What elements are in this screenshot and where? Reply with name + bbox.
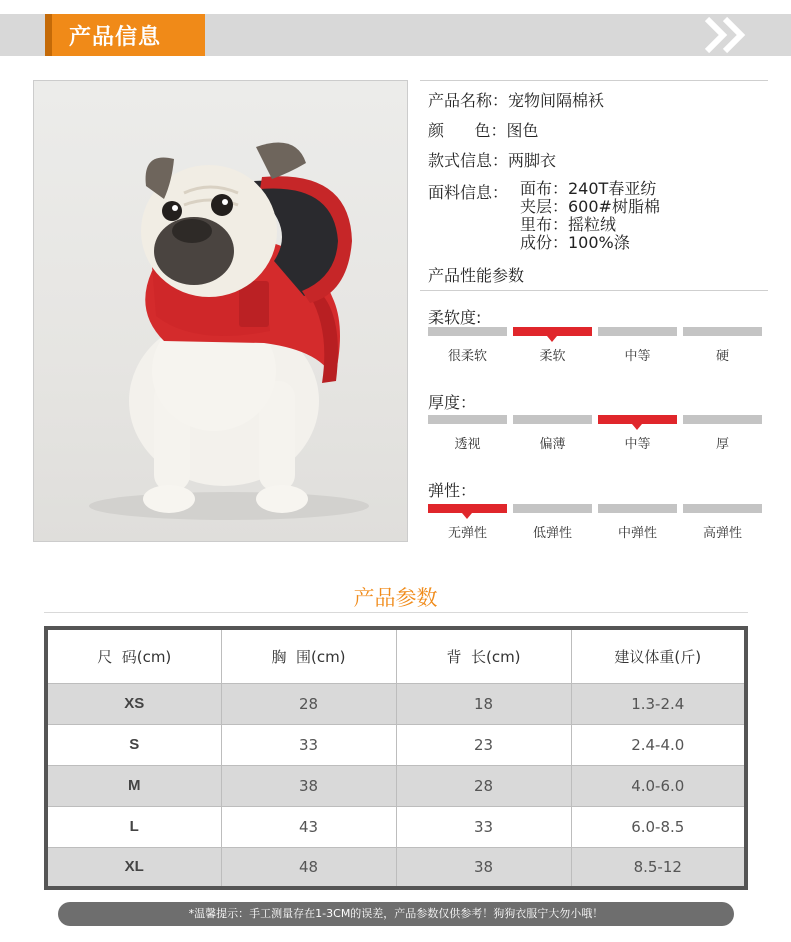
rating-thickness: [428, 415, 764, 455]
size-cell: XS: [46, 683, 221, 724]
rating-bar: [683, 327, 762, 336]
rating-bar: [428, 327, 507, 336]
rating-option: 低弹性: [532, 526, 572, 541]
rating-bar: [428, 504, 507, 513]
size-cell: XL: [46, 847, 221, 888]
fabric-lining: 里布：摇粒绒: [520, 215, 617, 234]
performance-title: 产品性能参数: [428, 266, 525, 285]
back-cell: 28: [396, 765, 571, 806]
weight-cell: 2.4-4.0: [571, 724, 746, 765]
rating-bar: [598, 327, 677, 336]
rating-option: 偏薄: [539, 437, 566, 452]
chest-cell: 48: [221, 847, 396, 888]
rating-elasticity: [428, 504, 764, 544]
divider: [420, 290, 768, 291]
table-row: [46, 847, 746, 888]
size-cell: L: [46, 806, 221, 847]
params-title: 产品参数: [353, 586, 438, 610]
rating-option: 厚: [715, 437, 729, 452]
header-band: [0, 14, 791, 56]
rating-option: 中弹性: [617, 526, 657, 541]
table-header-row: [46, 628, 746, 683]
back-cell: 33: [396, 806, 571, 847]
column-header-back: 背 长(cm): [396, 628, 571, 683]
rating-option: 很柔软: [447, 349, 487, 364]
rating-label-thickness: 厚度：: [428, 393, 477, 412]
divider: [420, 80, 768, 81]
rating-softness: [428, 327, 764, 367]
double-chevron-icon: [703, 16, 747, 54]
table-row: [46, 724, 746, 765]
fabric-outer: 面布：240T春亚纺: [520, 179, 657, 198]
chest-cell: 28: [221, 683, 396, 724]
size-cell: M: [46, 765, 221, 806]
fabric-details: [520, 180, 660, 252]
rating-bar: [598, 504, 677, 513]
fabric-label: 面料信息：: [428, 183, 509, 202]
rating-option: 硬: [715, 349, 729, 364]
color-line: 颜 色：图色: [428, 121, 539, 140]
rating-bar: [598, 415, 677, 424]
product-name-line: 产品名称：宠物间隔棉袄: [428, 91, 605, 110]
weight-cell: 8.5-12: [571, 847, 746, 888]
fabric-middle: 夹层：600#树脂棉: [520, 197, 660, 216]
rating-bar: [683, 504, 762, 513]
rating-option: 无弹性: [447, 526, 487, 541]
rating-label-elasticity: 弹性：: [428, 481, 477, 500]
back-cell: 38: [396, 847, 571, 888]
product-photo: [33, 80, 408, 542]
rating-option: 中等: [624, 349, 651, 364]
rating-option: 高弹性: [702, 526, 742, 541]
pug-illustration: [34, 81, 408, 542]
rating-option: 透视: [454, 437, 481, 452]
rating-bar: [513, 415, 592, 424]
footer-note: *温馨提示：手工测量存在1-3CM的误差，产品参数仅供参考！狗狗衣服宁大勿小哦！: [58, 902, 734, 926]
chest-cell: 43: [221, 806, 396, 847]
column-header-size: 尺 码(cm): [46, 628, 221, 683]
rating-label-softness: 柔软度:: [428, 308, 482, 327]
fabric-composition: 成份：100%涤: [520, 233, 630, 252]
size-table: [44, 626, 748, 890]
rating-option: 柔软: [539, 349, 566, 364]
chest-cell: 38: [221, 765, 396, 806]
divider: [44, 612, 748, 613]
weight-cell: 4.0-6.0: [571, 765, 746, 806]
rating-option: 中等: [624, 437, 651, 452]
section-title: 产品信息: [69, 25, 162, 50]
rating-bar: [513, 327, 592, 336]
rating-bar: [428, 415, 507, 424]
chest-cell: 33: [221, 724, 396, 765]
weight-cell: 6.0-8.5: [571, 806, 746, 847]
column-header-weight: 建议体重(斤): [571, 628, 746, 683]
weight-cell: 1.3-2.4: [571, 683, 746, 724]
rating-bar: [683, 415, 762, 424]
size-cell: S: [46, 724, 221, 765]
back-cell: 18: [396, 683, 571, 724]
back-cell: 23: [396, 724, 571, 765]
column-header-chest: 胸 围(cm): [221, 628, 396, 683]
table-row: [46, 765, 746, 806]
rating-bar: [513, 504, 592, 513]
table-row: [46, 683, 746, 724]
table-row: [46, 806, 746, 847]
style-line: 款式信息：两脚衣: [428, 151, 557, 170]
section-tab: [45, 14, 205, 56]
